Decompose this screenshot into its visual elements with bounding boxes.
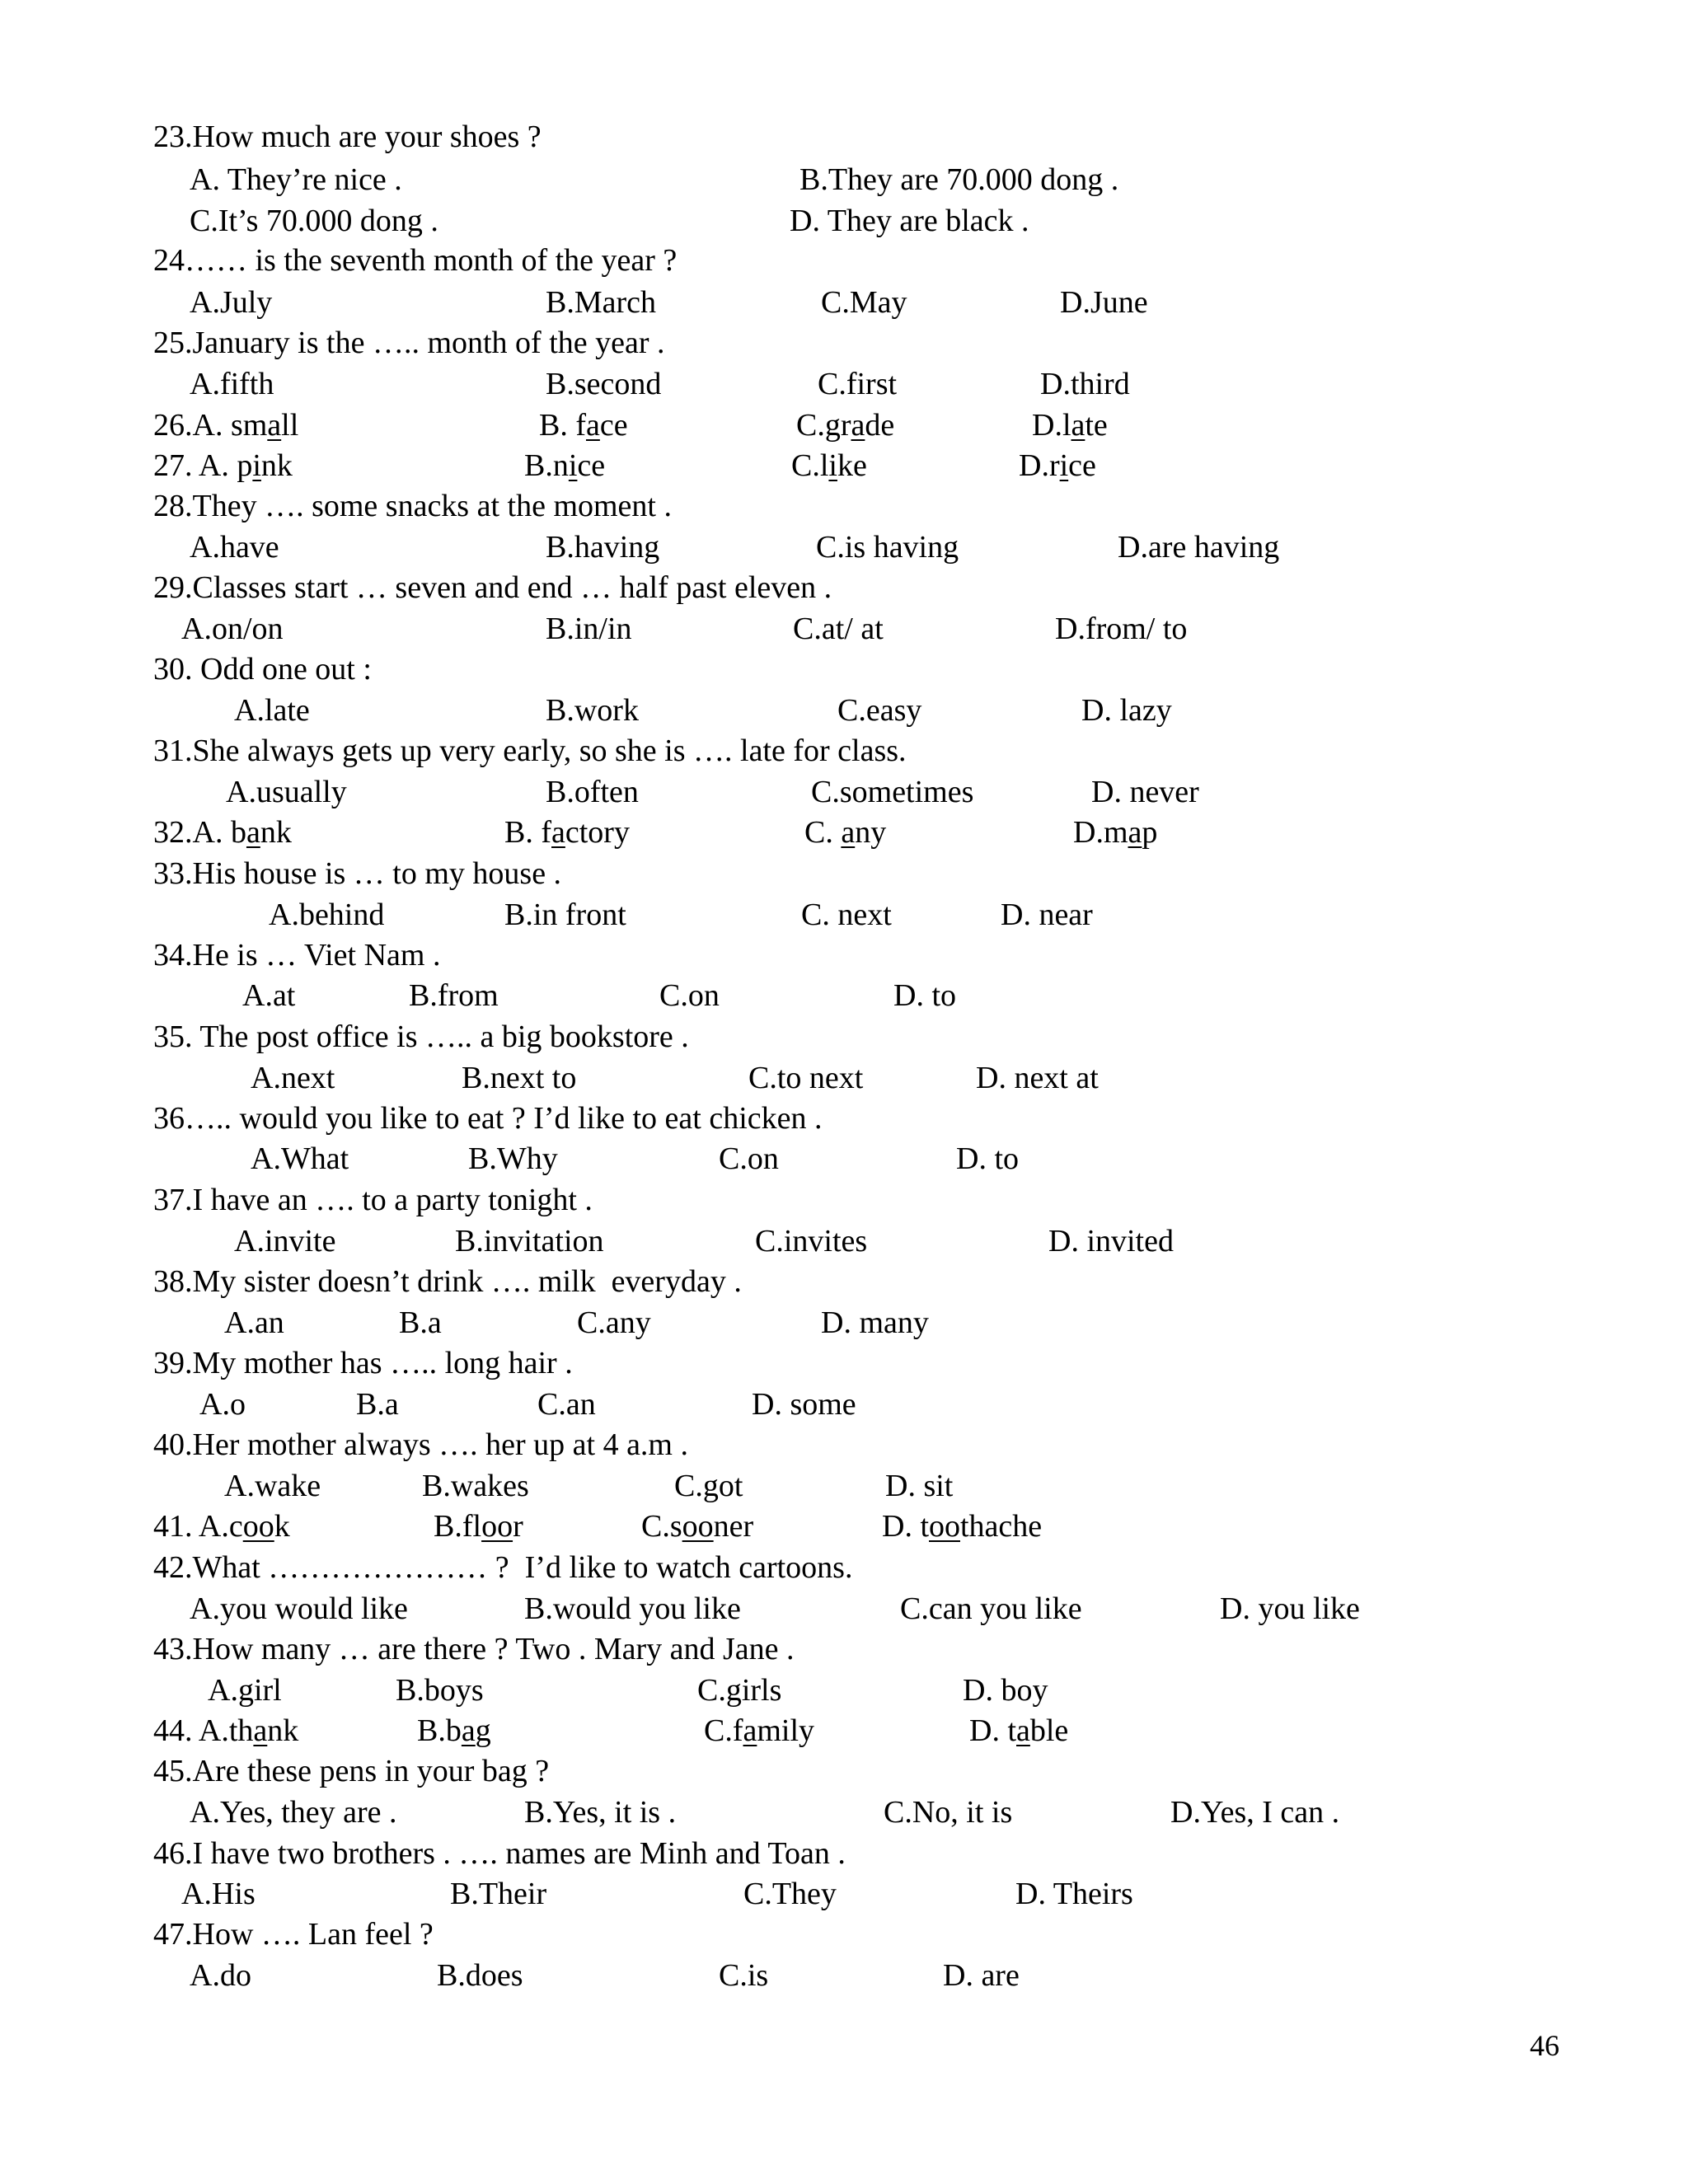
option-text: nk [267, 1713, 299, 1748]
answer-option: C.sometimes [811, 775, 974, 809]
answer-option: D. are [943, 1958, 1020, 1993]
answer-option: C.any [577, 1305, 651, 1340]
answer-option: B.often [546, 775, 639, 809]
option-text: r [513, 1509, 523, 1544]
question-stem: 45.Are these pens in your bag ? [153, 1754, 550, 1788]
answer-option: B.second [546, 367, 662, 401]
option-text: C.s [641, 1509, 682, 1544]
answer-option [153, 407, 298, 443]
option-text: D.l [1032, 408, 1071, 443]
option-text: ctory [565, 815, 630, 850]
answer-option: D. many [821, 1305, 929, 1340]
underlined-sound: i [568, 448, 578, 483]
answer-option: B.a [356, 1387, 399, 1422]
answer-option: D. to [956, 1141, 1019, 1176]
option-text: ner [713, 1509, 754, 1544]
question-stem: 47.How …. Lan feel ? [153, 1917, 434, 1952]
answer-option: A.on/on [181, 612, 284, 646]
answer-option: A.usually [226, 775, 347, 809]
answer-option [796, 407, 894, 443]
answer-option [969, 1713, 1068, 1749]
underlined-sound: i [252, 448, 261, 483]
answer-option: D. invited [1048, 1224, 1174, 1258]
underlined-sound: a [1128, 815, 1142, 850]
option-text: D.r [1019, 448, 1060, 483]
underlined-sound: a [267, 408, 282, 443]
answer-option: C.No, it is [884, 1795, 1013, 1830]
answer-option: B.work [546, 693, 639, 728]
question-stem: 33.His house is … to my house . [153, 856, 562, 891]
answer-option: C.can you like [900, 1591, 1082, 1626]
answer-option: D.June [1060, 285, 1148, 320]
answer-option: C.invites [755, 1224, 868, 1258]
page-number: 46 [1530, 2029, 1559, 2062]
answer-option: D. sit [885, 1469, 954, 1503]
answer-option: A.girl [208, 1673, 282, 1708]
answer-option: C.first [818, 367, 898, 401]
answer-option: D.are having [1118, 530, 1280, 565]
option-text: D. t [882, 1509, 929, 1544]
underlined-sound: i [828, 448, 837, 483]
option-text: p [1142, 815, 1158, 850]
underlined-sound: a [246, 815, 260, 850]
option-text: B.n [524, 448, 569, 483]
option-text: 27. A. p [153, 448, 253, 483]
answer-option: B.having [546, 530, 660, 565]
underlined-sound: a [743, 1713, 757, 1748]
option-text: B. f [504, 815, 551, 850]
answer-option: C.easy [837, 693, 922, 728]
answer-option [641, 1508, 753, 1544]
answer-option [804, 814, 886, 851]
option-text: C.l [791, 448, 829, 483]
answer-option [153, 1713, 298, 1749]
answer-option: A.July [190, 285, 273, 320]
option-text: C.gr [796, 408, 851, 443]
answer-option: B.next to [462, 1061, 577, 1095]
answer-option: A.behind [269, 898, 385, 932]
answer-option: B.in/in [546, 612, 632, 646]
answer-option [1019, 448, 1096, 484]
answer-option: C.May [821, 285, 907, 320]
option-text: C.f [704, 1713, 743, 1748]
question-stem: 34.He is … Viet Nam . [153, 938, 441, 972]
option-text: nk [260, 815, 292, 850]
answer-option: A.at [242, 978, 296, 1013]
option-text: ble [1029, 1713, 1069, 1748]
option-text: 41. A.c [153, 1509, 243, 1544]
answer-option: B.would you like [524, 1591, 741, 1626]
question-stem: 40.Her mother always …. her up at 4 a.m . [153, 1427, 688, 1462]
answer-option: B.a [399, 1305, 442, 1340]
answer-option: D. next at [976, 1061, 1099, 1095]
answer-option [882, 1508, 1042, 1544]
answer-option: A.you would like [190, 1591, 408, 1626]
answer-option: B.from [409, 978, 499, 1013]
question-stem: 39.My mother has ….. long hair . [153, 1346, 573, 1380]
question-stem: 46.I have two brothers . …. names are Minh and Toan . [153, 1836, 846, 1871]
answer-option: A.wake [224, 1469, 321, 1503]
answer-option: A.late [234, 693, 310, 728]
question-stem: 42.What ………………… ? I’d like to watch cartoons. [153, 1550, 853, 1585]
answer-option [153, 814, 292, 851]
answer-option: D. They are black . [790, 204, 1029, 238]
answer-option [539, 407, 628, 443]
answer-option: C.girls [697, 1673, 782, 1708]
answer-option: C.is having [816, 530, 959, 565]
underlined-sound: a [851, 408, 865, 443]
answer-option: D. near [1001, 898, 1093, 932]
answer-option: A.What [251, 1141, 349, 1176]
answer-option [791, 448, 867, 484]
answer-option: B.March [546, 285, 657, 320]
answer-option: D. lazy [1081, 693, 1172, 728]
question-stem: 29.Classes start … seven and end … half past eleven . [153, 570, 832, 605]
answer-option: A.invite [234, 1224, 336, 1258]
question-stem: 38.My sister doesn’t drink …. milk everyday . [153, 1264, 742, 1299]
underlined-sound: a [551, 815, 565, 850]
answer-option: B.Why [468, 1141, 558, 1176]
answer-option: C.got [674, 1469, 743, 1503]
answer-option: A.o [199, 1387, 246, 1422]
underlined-sound: a [841, 815, 856, 850]
answer-option: A.do [190, 1958, 251, 1993]
answer-option: D. some [752, 1387, 856, 1422]
option-text: B.fl [434, 1509, 482, 1544]
answer-option: B.invitation [455, 1224, 604, 1258]
answer-option: A.His [181, 1877, 256, 1911]
underlined-sound: oo [242, 1509, 274, 1544]
answer-option [1073, 814, 1157, 851]
option-text: nk [260, 448, 293, 483]
underlined-sound: a [461, 1713, 476, 1748]
answer-option: D.third [1040, 367, 1130, 401]
answer-option: A.an [224, 1305, 284, 1340]
option-text: B.b [417, 1713, 462, 1748]
answer-option: A. They’re nice . [190, 162, 402, 197]
answer-option: B.Their [450, 1877, 547, 1911]
answer-option: C.at/ at [793, 612, 884, 646]
option-text: 26.A. sm [153, 408, 268, 443]
answer-option: B.They are 70.000 dong . [799, 162, 1119, 197]
answer-option: C.They [743, 1877, 837, 1911]
answer-option [417, 1713, 491, 1749]
answer-option: B.in front [504, 898, 626, 932]
answer-option: B.boys [396, 1673, 484, 1708]
answer-option [153, 448, 293, 484]
answer-option: D.from/ to [1055, 612, 1188, 646]
answer-option: D. to [893, 978, 956, 1013]
option-text: ll [281, 408, 299, 443]
question-stem: 36….. would you like to eat ? I’d like to eat chicken . [153, 1101, 823, 1136]
underlined-sound: oo [481, 1509, 513, 1544]
answer-option: A.next [251, 1061, 335, 1095]
option-text: g [475, 1713, 491, 1748]
option-text: ce [1068, 448, 1096, 483]
underlined-sound: oo [929, 1509, 960, 1544]
answer-option: C. next [801, 898, 892, 932]
underlined-sound: a [1071, 408, 1085, 443]
answer-option: A.Yes, they are . [190, 1795, 397, 1830]
answer-option: C.on [659, 978, 720, 1013]
answer-option: D. you like [1220, 1591, 1360, 1626]
answer-option: C.on [719, 1141, 779, 1176]
answer-option: B.wakes [422, 1469, 529, 1503]
option-text: ny [855, 815, 887, 850]
answer-option: A.fifth [190, 367, 274, 401]
option-text: de [865, 408, 895, 443]
answer-option: A.have [190, 530, 279, 565]
answer-option [153, 1508, 290, 1544]
underlined-sound: a [253, 1713, 268, 1748]
answer-option: D. boy [963, 1673, 1048, 1708]
option-text: C. [804, 815, 842, 850]
answer-option: D. never [1091, 775, 1199, 809]
question-stem: 23.How much are your shoes ? [153, 120, 542, 154]
underlined-sound: a [1016, 1713, 1030, 1748]
option-text: ke [837, 448, 867, 483]
question-stem: 37.I have an …. to a party tonight . [153, 1183, 593, 1217]
answer-option: C.It’s 70.000 dong . [190, 204, 438, 238]
option-text: k [274, 1509, 290, 1544]
question-stem: 28.They …. some snacks at the moment . [153, 489, 672, 523]
option-text: 32.A. b [153, 815, 246, 850]
question-stem: 25.January is the ….. month of the year . [153, 326, 665, 360]
option-text: D.m [1073, 815, 1128, 850]
answer-option: D.Yes, I can . [1170, 1795, 1340, 1830]
question-stem: 35. The post office is ….. a big bookstore . [153, 1019, 689, 1054]
question-stem: 30. Odd one out : [153, 652, 372, 687]
underlined-sound: oo [682, 1509, 714, 1544]
option-text: te [1085, 408, 1108, 443]
question-stem: 24…… is the seventh month of the year ? [153, 243, 678, 278]
option-text: D. t [969, 1713, 1016, 1748]
answer-option [504, 814, 630, 851]
answer-option [524, 448, 605, 484]
answer-option: C.an [537, 1387, 596, 1422]
answer-option: C.is [719, 1958, 769, 1993]
answer-option: B.Yes, it is . [524, 1795, 677, 1830]
answer-option [1032, 407, 1108, 443]
option-text: ce [599, 408, 628, 443]
underlined-sound: a [586, 408, 600, 443]
option-text: 44. A.th [153, 1713, 254, 1748]
answer-option: D. Theirs [1015, 1877, 1133, 1911]
answer-option: B.does [437, 1958, 523, 1993]
answer-option: C.to next [748, 1061, 864, 1095]
answer-option [434, 1508, 523, 1544]
option-text: thache [960, 1509, 1043, 1544]
question-stem: 31.She always gets up very early, so she is …. late for class. [153, 733, 907, 768]
option-text: B. f [539, 408, 586, 443]
option-text: mily [757, 1713, 815, 1748]
question-stem: 43.How many … are there ? Two . Mary and Jane . [153, 1632, 795, 1666]
option-text: ce [577, 448, 606, 483]
answer-option [704, 1713, 814, 1749]
underlined-sound: i [1059, 448, 1069, 483]
